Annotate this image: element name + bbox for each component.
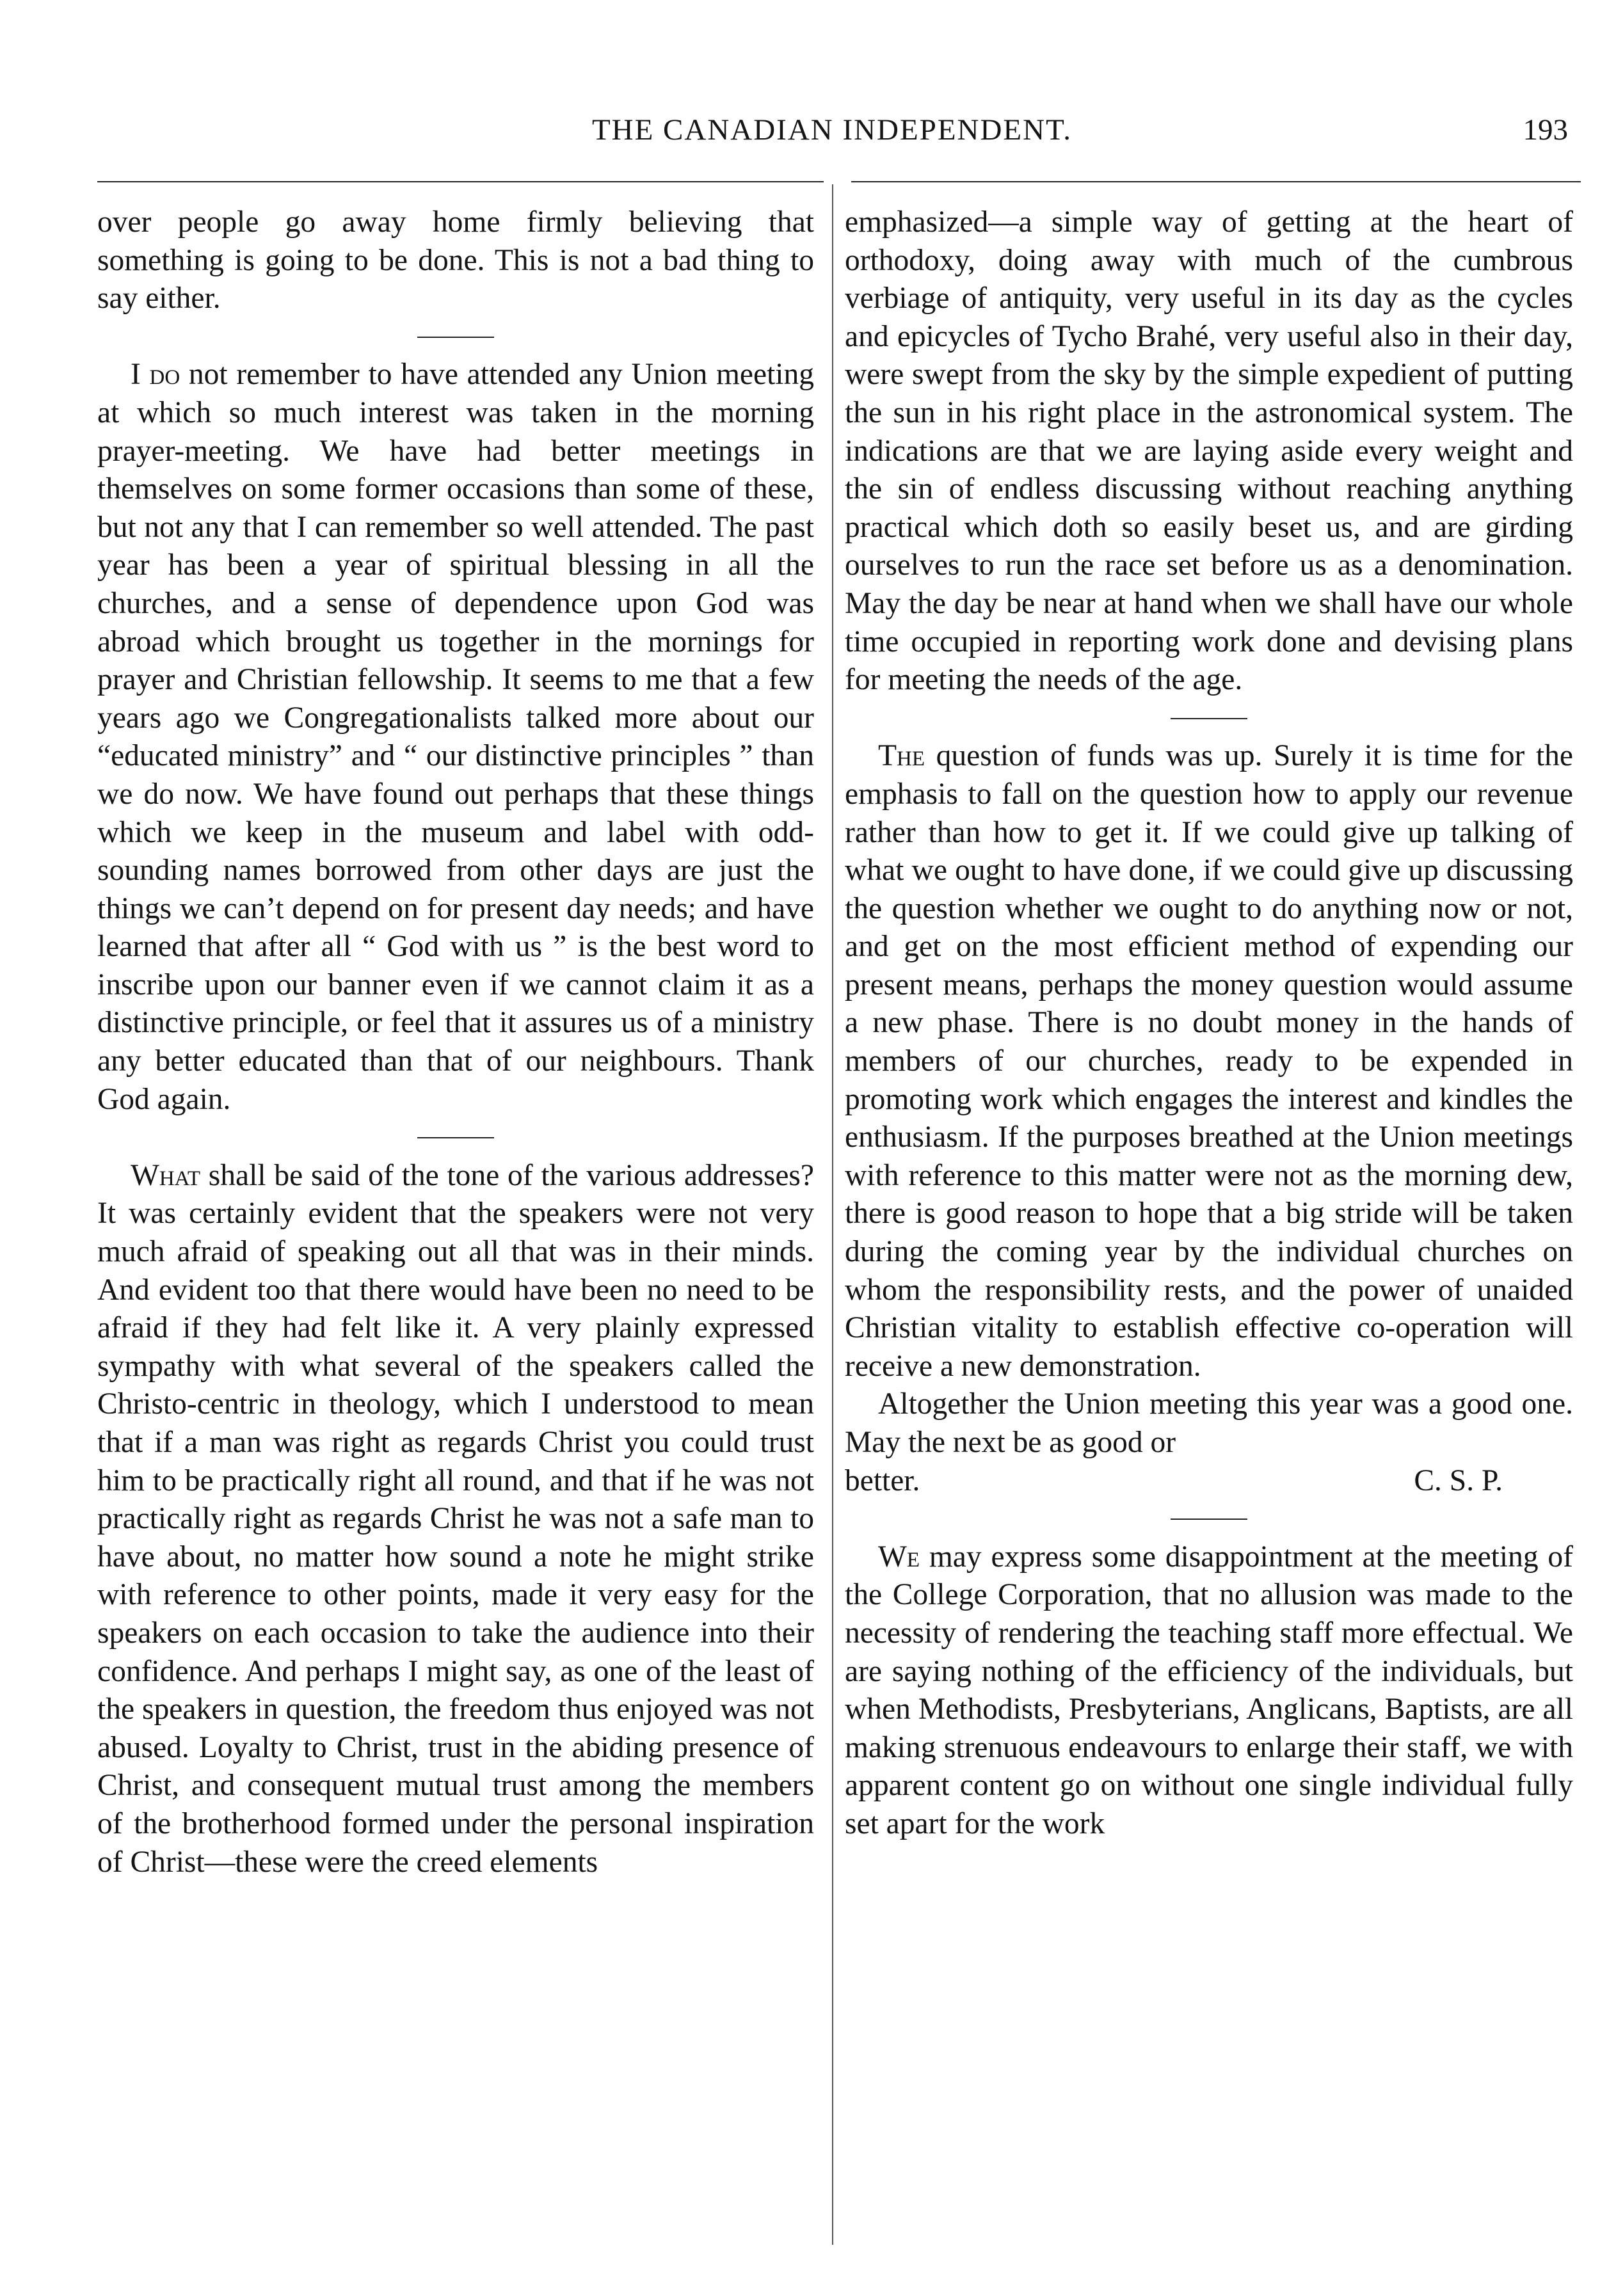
column-divider-rule bbox=[832, 184, 833, 2245]
paragraph-text: question of funds was up. Surely it is time for the emphasis to fall on the question how to apply our revenue rather than how to get it. If we could give up talking of what we ought to have done, if we could give up discussing the question whether we ought to do anything now or not, and get on the most efficient method of expending our present means, perhaps the money question would assume a new phase. There is no doubt money in the hands of members of our churches, ready to be expended in promoting work which engages the interest and kindles the enthusiasm. If the purposes breathed at the Union meetings with reference to this matter were not as the morning dew, there is good reason to hope that a big stride will be taken during the coming year by the individual churches on whom the responsibility rests, and the power of unaided Christian vitality to establish effective co-operation will receive a new demonstration. bbox=[845, 739, 1573, 1383]
closing-word: better. bbox=[845, 1463, 920, 1497]
header-rule-left bbox=[97, 181, 824, 182]
running-head bbox=[96, 108, 1568, 152]
paragraph-lead-word: I do bbox=[131, 358, 180, 392]
paragraph-text: shall be said of the tone of the various addresses? It was certainly evident that the speakers were not very much afraid of speaking out all that was in their minds. And evident too that there would have been no need to be afraid if they had felt like it. A very plainly expressed sympathy with what several of the speakers called the Christo-centric in theology, which I understood to mean that if a man was right as regards Christ you could trust him to be practically right all round, and that if he was not practically right as regards Christ he was not a safe man to have about, no matter how sound a note he might strike with reference to other points, made it very easy for the speakers on each occasion to take the audience into their confidence. And perhaps I might say, as one of the least of the speakers in question, the freedom thus enjoyed was not abused. Loyalty to Christ, trust in the abiding presence of Christ, and consequent mutual trust among the members of the brotherhood formed under the personal inspiration of Christ—these were the creed elements bbox=[97, 1158, 814, 1879]
journal-title: THE CANADIAN INDEPENDENT. bbox=[591, 113, 1073, 147]
page-number: 193 bbox=[1523, 113, 1568, 147]
paragraph-union-meeting bbox=[97, 356, 814, 1119]
section-divider bbox=[845, 699, 1573, 738]
paragraph-college-corporation bbox=[845, 1538, 1573, 1844]
paragraph-text: may express some disappointment at the meeting of the College Corporation, that no allusion was made to the necessity of rendering the teaching staff more effectual. We are saying nothing of the efficiency of the individuals, but when Methodists, Presbyterians, Anglicans, Baptists, are all making strenuous endeavours to enlarge their staff, we with apparent content go on without one single individual fully set apart for the work bbox=[845, 1540, 1573, 1840]
closing-line bbox=[845, 1462, 1573, 1501]
left-column bbox=[97, 203, 814, 1881]
paragraph-lead-word: What bbox=[131, 1158, 200, 1192]
paragraph-question-of-funds bbox=[845, 737, 1573, 1385]
paragraph-lead-word: The bbox=[878, 739, 925, 773]
header-rule-right bbox=[851, 181, 1581, 182]
right-column bbox=[845, 203, 1573, 1844]
paragraph-altogether: Altogether the Union meeting this year was a good one. May the next be as good or bbox=[845, 1387, 1573, 1459]
paragraph-text: not remember to have attended any Union meeting at which so much interest was taken in the morning prayer-meeting. We have had better meetings in themselves on some former occasions than some of these, but not any that I can remember so well attended. The past year has been a year of spiritual blessing in all the churches, and a sense of dependence upon God was abroad which brought us together in the mornings for prayer and Christian fellowship. It seems to me that a few years ago we Congregationalists talked more about our “educated ministry” and “ our distinctive principles ” than we do now. We have found out perhaps that these things which we keep in the museum and label with odd-sounding names borrowed from other days are just the things we can’t depend on for present day needs; and have learned that after all “ God with us ” is the best word to inscribe upon our banner even if we cannot claim it as a distinctive principle, or feel that it assures us of a ministry any better educated than that of our neighbours. Thank God again. bbox=[97, 358, 814, 1116]
paragraph-tone-of-addresses bbox=[97, 1157, 814, 1881]
paragraph-continued: over people go away home firmly believing that something is going to be done. This is not a bad thing to say either. bbox=[97, 205, 814, 315]
section-divider bbox=[97, 1119, 814, 1157]
section-divider bbox=[845, 1500, 1573, 1538]
paragraph-lead-word: We bbox=[878, 1540, 920, 1574]
author-signature: C. S. P. bbox=[1414, 1463, 1503, 1497]
section-divider bbox=[97, 318, 814, 356]
paragraph-continued: emphasized—a simple way of getting at the heart of orthodoxy, doing away with much of the cumbrous verbiage of antiquity, very useful in its day as the cycles and epicycles of Tycho Brahé, very useful also in their day, were swept from the sky by the simple expedient of putting the sun in his right place in the astronomical system. The indications are that we are laying aside every weight and the sin of endless discussing without reaching anything practical which doth so easily beset us, and are girding ourselves to run the race set before us as a denomination. May the day be near at hand when we shall have our whole time occupied in reporting work done and devising plans for meeting the needs of the age. bbox=[845, 205, 1573, 697]
